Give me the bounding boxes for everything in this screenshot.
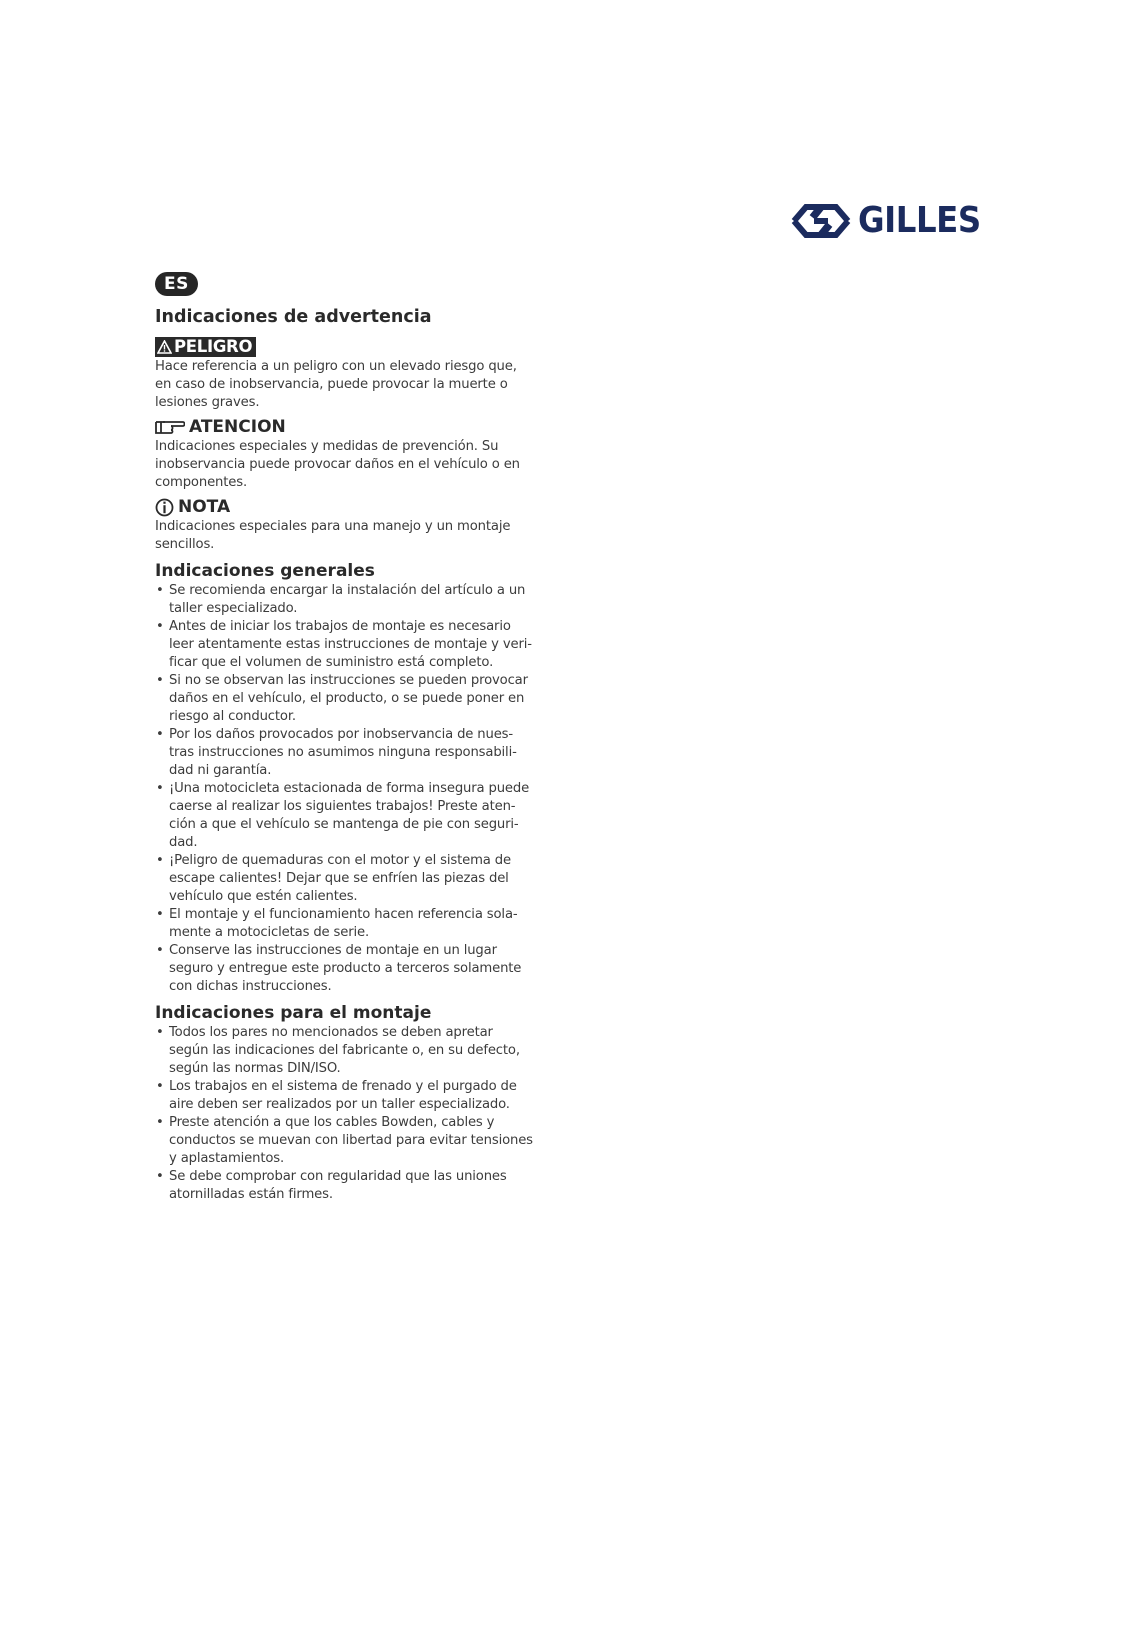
text-line: taller especializado.: [169, 601, 298, 616]
text-line: Conserve las instrucciones de montaje en un lugar: [169, 943, 497, 958]
general-list: [155, 582, 545, 996]
attention-heading: [155, 416, 545, 438]
bullet-icon: •: [156, 1025, 164, 1040]
text-line: riesgo al conductor.: [169, 709, 296, 724]
danger-label: PELIGRO: [174, 337, 253, 356]
text-line: escape calientes! Dejar que se enfríen las piezas del: [169, 871, 509, 886]
text-line: ¡Peligro de quemaduras con el motor y el sistema de: [169, 853, 511, 868]
text-line: Los trabajos en el sistema de frenado y el purgado de: [169, 1079, 517, 1094]
text-line: dad ni garantía.: [169, 763, 272, 778]
text-line: y aplastamientos.: [169, 1151, 285, 1166]
mounting-heading: Indicaciones para el montaje: [155, 1003, 432, 1023]
text-line: El montaje y el funcionamiento hacen referencia sola-: [169, 907, 518, 922]
bullet-icon: •: [156, 583, 164, 598]
text-line: Se recomienda encargar la instalación del artículo a un: [169, 583, 526, 598]
text-line: Indicaciones especiales y medidas de prevención. Su: [155, 439, 499, 454]
list-item: [155, 780, 545, 852]
text-line: Se debe comprobar con regularidad que las uniones: [169, 1169, 507, 1184]
text-line: vehículo que estén calientes.: [169, 889, 358, 904]
text-line: Preste atención a que los cables Bowden, cables y: [169, 1115, 495, 1130]
list-item: [155, 1168, 545, 1204]
list-item: [155, 1114, 545, 1168]
text-line: seguro y entregue este producto a terceros solamente: [169, 961, 522, 976]
list-item: [155, 726, 545, 780]
mounting-list: [155, 1024, 545, 1204]
list-item: [155, 618, 545, 672]
text-line: conductos se muevan con libertad para evitar tensiones: [169, 1133, 533, 1148]
text-line: Todos los pares no mencionados se deben apretar: [169, 1025, 493, 1040]
warning-triangle-icon: [157, 340, 172, 354]
note-section: [155, 496, 545, 554]
list-item: [155, 672, 545, 726]
text-line: atornilladas están firmes.: [169, 1187, 333, 1202]
text-line: según las normas DIN/ISO.: [169, 1061, 341, 1076]
text-line: ficar que el volumen de suministro está completo.: [169, 655, 494, 670]
bullet-icon: •: [156, 1115, 164, 1130]
language-badge: ES: [155, 272, 198, 296]
danger-badge: [155, 337, 256, 357]
gilles-logo: [790, 197, 994, 245]
text-line: Por los daños provocados por inobservancia de nues-: [169, 727, 514, 742]
bullet-icon: •: [156, 907, 164, 922]
text-line: ción a que el vehículo se mantenga de pie con seguri-: [169, 817, 519, 832]
pointing-hand-icon: [155, 419, 185, 435]
bullet-icon: •: [156, 943, 164, 958]
danger-text: [155, 358, 545, 412]
page-title: Indicaciones de advertencia: [155, 307, 432, 327]
text-line: lesiones graves.: [155, 395, 260, 410]
list-item: [155, 906, 545, 942]
bullet-icon: •: [156, 727, 164, 742]
bullet-icon: •: [156, 619, 164, 634]
logo-wordmark: GILLES: [858, 200, 981, 241]
attention-label: ATENCION: [189, 417, 286, 437]
text-line: dad.: [169, 835, 198, 850]
list-item: [155, 852, 545, 906]
bullet-icon: •: [156, 781, 164, 796]
attention-section: [155, 416, 545, 492]
info-icon: [155, 498, 174, 517]
attention-text: [155, 438, 545, 492]
text-line: en caso de inobservancia, puede provocar la muerte o: [155, 377, 508, 392]
bullet-icon: •: [156, 1079, 164, 1094]
text-line: según las indicaciones del fabricante o, en su defecto,: [169, 1043, 520, 1058]
list-item: [155, 1078, 545, 1114]
text-line: ¡Una motocicleta estacionada de forma insegura puede: [169, 781, 530, 796]
text-line: Indicaciones especiales para una manejo y un montaje: [155, 519, 511, 534]
text-line: componentes.: [155, 475, 247, 490]
bullet-icon: •: [156, 1169, 164, 1184]
text-line: caerse al realizar los siguientes trabajos! Preste aten-: [169, 799, 516, 814]
bullet-icon: •: [156, 673, 164, 688]
list-item: [155, 582, 545, 618]
text-line: tras instrucciones no asumimos ninguna responsabili-: [169, 745, 517, 760]
danger-section: [155, 329, 545, 412]
text-line: aire deben ser realizados por un taller especializado.: [169, 1097, 510, 1112]
text-line: leer atentamente estas instrucciones de montaje y veri-: [169, 637, 532, 652]
list-item: [155, 942, 545, 996]
text-line: Hace referencia a un peligro con un elevado riesgo que,: [155, 359, 517, 374]
text-line: Antes de iniciar los trabajos de montaje es necesario: [169, 619, 511, 634]
gilles-emblem-icon: [790, 201, 852, 241]
note-label: NOTA: [178, 497, 231, 517]
bullet-icon: •: [156, 853, 164, 868]
text-line: con dichas instrucciones.: [169, 979, 332, 994]
document-content: [155, 272, 545, 1204]
text-line: inobservancia puede provocar daños en el vehículo o en: [155, 457, 520, 472]
text-line: mente a motocicletas de serie.: [169, 925, 370, 940]
list-item: [155, 1024, 545, 1078]
text-line: Si no se observan las instrucciones se pueden provocar: [169, 673, 528, 688]
note-heading: [155, 496, 545, 518]
general-heading: Indicaciones generales: [155, 561, 375, 581]
note-text: [155, 518, 545, 554]
text-line: sencillos.: [155, 537, 215, 552]
text-line: daños en el vehículo, el producto, o se puede poner en: [169, 691, 525, 706]
